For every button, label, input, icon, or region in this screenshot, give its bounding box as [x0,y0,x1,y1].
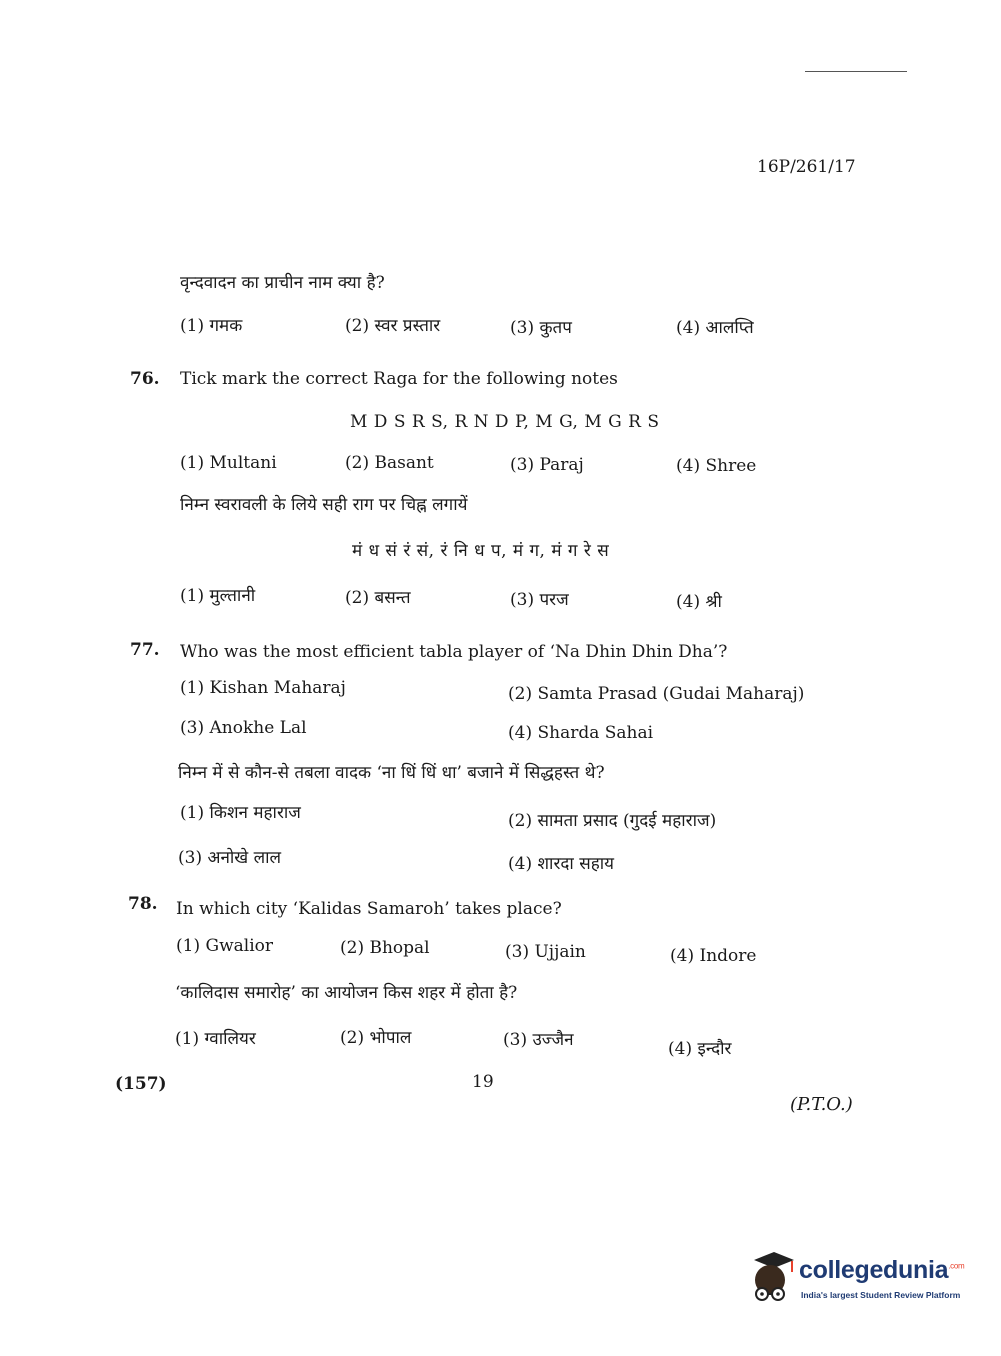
q78-option-hi-4: (4) इन्दौर [668,1039,732,1059]
q77-option-hi-4: (4) शारदा सहाय [508,854,615,874]
q78-option-en-3: (3) Ujjain [505,942,586,962]
q75-option-2: (2) स्वर प्रस्तार [345,316,441,336]
q76-notes-en: M D S R S, R N D P, M G, M G R S [350,412,660,432]
q76-option-en-3: (3) Paraj [510,455,584,475]
q77-option-en-4: (4) Sharda Sahai [508,723,654,743]
header-rule [805,71,907,72]
mascot-logo-icon [744,1250,798,1310]
q76-option-hi-2: (2) बसन्त [345,588,411,608]
q76-option-en-2: (2) Basant [345,453,434,473]
q78-option-hi-3: (3) उज्जैन [503,1030,574,1050]
paper-code: 16P/261/17 [757,157,856,177]
q77-option-en-1: (1) Kishan Maharaj [180,678,346,698]
q76-option-en-4: (4) Shree [676,456,757,476]
q75-option-1: (1) गमक [180,316,243,336]
q77-option-hi-2: (2) सामता प्रसाद (गुदई महाराज) [508,811,717,831]
brand-name: collegedunia$^{.com}$ [799,1256,965,1284]
q77-option-hi-3: (3) अनोखे लाल [178,848,282,868]
q78-option-hi-1: (1) ग्वालियर [175,1029,256,1049]
q76-question-en: Tick mark the correct Raga for the following notes [180,369,618,389]
q78-option-hi-2: (2) भोपाल [340,1028,412,1048]
q76-option-hi-3: (3) परज [510,590,569,610]
q78-option-en-4: (4) Indore [670,946,757,966]
q76-option-hi-4: (4) श्री [676,592,722,612]
q78-option-en-1: (1) Gwalior [176,936,273,956]
q76-number: 76. [130,369,160,389]
brand-tagline: India's largest Student Review Platform [801,1290,961,1300]
footer-code: (157) [115,1074,167,1094]
q76-notes-hi: मं ध सं रं सं, रं नि ध प, मं ग, मं ग रे स [352,541,610,561]
q77-question-en: Who was the most efficient tabla player of ‘Na Dhin Dhin Dha’? [180,642,728,662]
q77-question-hi: निम्न में से कौन-से तबला वादक ‘ना धिं धिं धा’ बजाने में सिद्धहस्त थे? [178,763,605,783]
q77-option-en-3: (3) Anokhe Lal [180,718,307,738]
collegedunia-watermark [744,1250,974,1312]
q76-option-en-1: (1) Multani [180,453,277,473]
q78-number: 78. [128,894,158,914]
q78-option-en-2: (2) Bhopal [340,938,430,958]
q77-option-en-2: (2) Samta Prasad (Gudai Maharaj) [508,684,805,704]
q78-question-hi: ‘कालिदास समारोह’ का आयोजन किस शहर में होता है? [175,983,518,1003]
q76-question-hi: निम्न स्वरावली के लिये सही राग पर चिह्न लगायें [180,495,468,515]
q75-option-4: (4) आलप्ति [676,318,754,338]
q76-option-hi-1: (1) मुल्तानी [180,586,256,606]
q75-option-3: (3) कुतप [510,318,572,338]
q75-question-hi: वृन्दवादन का प्राचीन नाम क्या है? [180,273,385,293]
q77-number: 77. [130,640,160,660]
q78-question-en: In which city ‘Kalidas Samaroh’ takes place? [176,899,562,919]
page-number: 19 [472,1072,494,1092]
q77-option-hi-1: (1) किशन महाराज [180,803,301,823]
pto-label: (P.T.O.) [790,1094,853,1115]
